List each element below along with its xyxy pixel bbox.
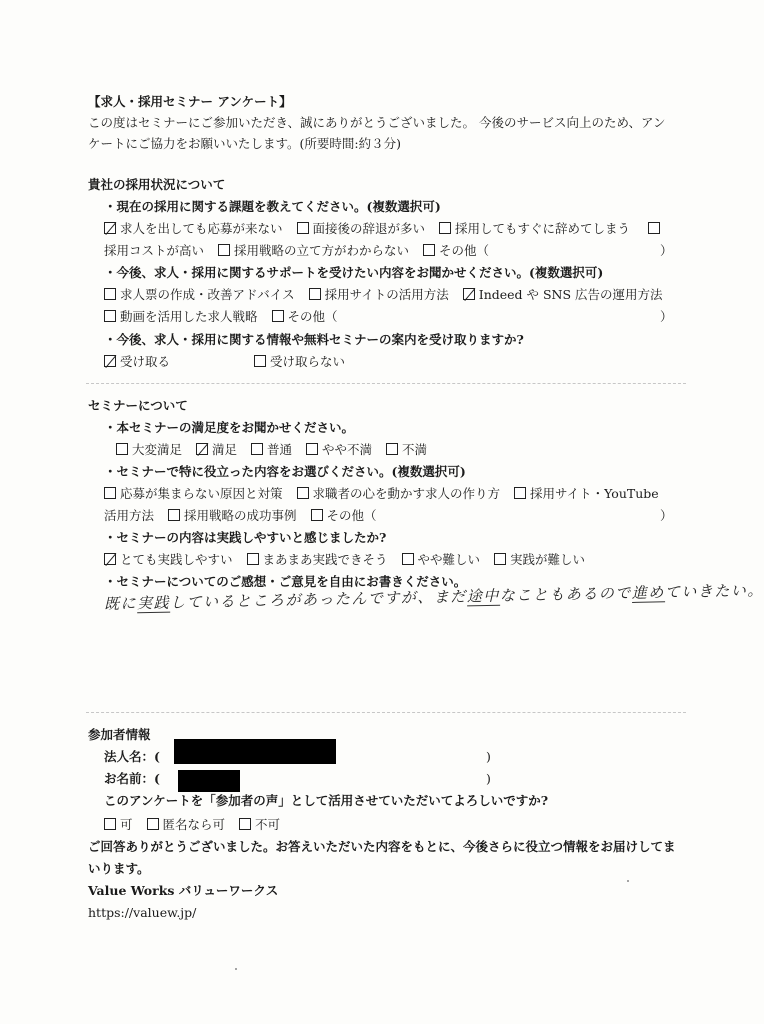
seminar-q3-text: ・セミナーの内容は実践しやすいと感じましたか? [104,530,387,545]
checkbox-icon[interactable] [423,244,435,256]
company-q2-options-row2 [104,308,348,326]
option-label: 採用してもすぐに辞めてしまう [455,221,631,236]
checkbox-icon[interactable] [239,818,251,830]
other-close-paren: ） [660,508,673,523]
option-label: 求職者の心を動かす求人の作り方 [312,486,501,501]
checkbox-icon[interactable] [168,509,180,521]
checkbox-icon[interactable] [104,487,116,499]
section-divider [86,712,686,713]
consent-question: このアンケートを「参加者の声」として活用させていただいてよろしいですか? [104,793,549,808]
checkbox-icon[interactable] [311,509,323,521]
seminar-q1-options [116,441,437,459]
handwritten-part: なこともあるので [499,583,633,605]
person-name-label: お名前：( [104,771,160,786]
redacted-person-name [178,770,240,792]
company-url[interactable]: https://valuew.jp/ [88,905,197,920]
option-label: 採用戦略の成功事例 [184,508,297,523]
option-satisfied[interactable] [196,441,237,459]
handwritten-underlined: 進め [631,583,666,602]
company-q2-options-row1 [104,286,673,304]
checkbox-icon[interactable] [306,443,318,455]
intro-line-2: ケートにご協力をお願いいたします。(所要時間:約３分) [88,136,401,151]
company-q3-options [104,353,355,371]
checkbox-icon[interactable] [402,553,414,565]
option-indeed-sns[interactable] [463,286,663,304]
survey-title: 【求人・採用セミナー アンケート】 [88,94,292,109]
option-quick-quit[interactable] [439,220,630,238]
company-q2-text: ・今後、求人・採用に関するサポートを受けたい内容をお聞かせください。(複数選択可) [104,265,604,280]
option-somewhat-dissatisfied[interactable] [306,441,372,459]
thanks-line-1: ご回答ありがとうございました。お答えいただいた内容をもとに、今後さらに役立つ情報をお届けしてま [88,839,676,854]
company-q1-options-row1 [104,220,664,238]
checkbox-icon[interactable] [309,288,321,300]
handwritten-part: 既に [103,594,138,613]
redacted-company-name [174,739,336,764]
handwritten-underlined: 途中 [466,586,501,606]
option-job-ad-advice[interactable] [104,286,295,304]
option-allowed[interactable] [104,816,133,834]
seminar-q3-options [104,551,595,569]
option-withdrawals[interactable] [297,220,426,238]
option-strategy[interactable] [218,242,409,260]
scan-speck [627,880,629,882]
option-label: 求人票の作成・改善アドバイス [120,287,295,302]
checkbox-icon[interactable] [218,244,230,256]
option-no-applicants[interactable] [104,220,283,238]
section-divider [86,383,686,384]
checkbox-icon[interactable] [147,818,159,830]
option-label: とても実践しやすい [120,552,233,567]
option-moving-job-ads[interactable] [297,485,501,503]
option-not-allowed[interactable] [239,816,280,834]
checkbox-icon[interactable] [251,443,263,455]
option-label: 求人を出しても応募が来ない [120,221,283,236]
consent-options [104,816,290,834]
other-close-paren: ） [660,243,673,258]
option-label: 可 [120,817,133,832]
option-recruit-site-youtube[interactable] [514,485,659,503]
checkbox-icon[interactable] [104,288,116,300]
option-other[interactable] [272,308,338,326]
company-q1-text: ・現在の採用に関する課題を教えてください。(複数選択可) [104,199,441,214]
option-very-satisfied[interactable] [116,441,182,459]
option-label: その他（ [287,309,338,324]
option-dissatisfied[interactable] [386,441,427,459]
company-q1-options-row2 [104,242,664,260]
checkbox-icon[interactable] [104,818,116,830]
option-neutral[interactable] [251,441,292,459]
option-label: やや難しい [417,552,481,567]
checkbox-icon[interactable] [439,222,451,234]
option-label: 不満 [402,442,428,457]
checkbox-icon[interactable] [116,443,128,455]
option-label: 採用戦略の立て方がわからない [234,243,410,258]
option-label: 動画を活用した求人戦略 [120,309,258,324]
option-not-receive[interactable] [254,353,345,371]
option-label: 普通 [267,442,293,457]
option-receive[interactable] [104,353,170,371]
checkbox-icon[interactable] [297,487,309,499]
checkbox-icon[interactable] [648,222,660,234]
other-close-paren: ） [660,309,673,324]
option-other[interactable] [311,507,377,525]
option-label: 大変満足 [132,442,183,457]
checkbox-icon[interactable] [514,487,526,499]
option-anonymous-allowed[interactable] [147,816,226,834]
checkbox-icon[interactable] [386,443,398,455]
option-high-cost[interactable] [104,242,204,260]
seminar-q1-text: ・本セミナーの満足度をお聞かせください。 [104,420,355,435]
intro-line-1: この度はセミナーにご参加いただき、誠にありがとうございました。 今後のサービス向上のため、アン [88,115,666,130]
checkbox-checked-icon[interactable] [104,222,116,234]
handwritten-part: ていきたい。 [664,581,764,602]
option-label: やや不満 [322,442,373,457]
checkbox-checked-icon[interactable] [104,553,116,565]
seminar-q2-text: ・セミナーで特に役立った内容をお選びください。(複数選択可) [104,464,466,479]
seminar-q4-text: ・セミナーについてのご感想・ご意見を自由にお書きください。 [104,574,467,589]
option-label: 受け取る [120,354,171,369]
checkbox-icon[interactable] [272,310,284,322]
handwritten-underlined: 実践 [136,593,171,613]
thanks-line-2: いります。 [88,861,150,876]
option-fairly-practical[interactable] [247,551,388,569]
checkbox-icon[interactable] [104,310,116,322]
option-very-practical[interactable] [104,551,233,569]
checkbox-icon[interactable] [254,355,266,367]
checkbox-checked-icon[interactable] [196,443,208,455]
checkbox-icon[interactable] [247,553,259,565]
option-label: 応募が集まらない原因と対策 [120,486,283,501]
checkbox-icon[interactable] [494,553,506,565]
handwritten-part: しているところがあったんですが、まだ [169,587,468,612]
company-name-label: 法人名：( [104,749,160,764]
option-label: 実践が難しい [510,552,586,567]
company-name-close: ) [486,749,491,764]
option-other[interactable] [423,242,489,260]
option-label: Indeed や SNS 広告の運用方法 [478,287,663,302]
option-label: その他（ [326,508,377,523]
participant-section-heading: 参加者情報 [88,727,151,742]
option-recruit-site[interactable] [309,286,449,304]
seminar-q2-options-row1 [104,485,669,503]
company-q3-text: ・今後、求人・採用に関する情報や無料セミナーの案内を受け取りますか? [104,332,524,347]
option-label: その他（ [439,243,490,258]
option-label: 面接後の辞退が多い [312,221,426,236]
company-section-heading: 貴社の採用状況について [88,177,226,192]
option-label: 採用コストが高い [104,243,205,258]
scan-speck [235,968,237,970]
option-difficult[interactable] [494,551,585,569]
checkbox-icon[interactable] [297,222,309,234]
option-label-continued: 活用方法 [104,508,155,523]
option-label: 採用サイト・YouTube [530,486,659,501]
option-label: 不可 [255,817,281,832]
seminar-section-heading: セミナーについて [88,398,188,413]
option-causes-countermeasures[interactable] [104,485,283,503]
option-label: 匿名なら可 [162,817,226,832]
option-success-cases[interactable] [168,507,297,525]
option-video-strategy[interactable] [104,308,258,326]
seminar-q2-options-row2 [104,507,387,525]
option-label: 採用サイトの活用方法 [324,287,449,302]
option-label: 受け取らない [270,354,346,369]
person-name-close: ) [486,771,491,786]
checkbox-checked-icon[interactable] [104,355,116,367]
option-label: まあまあ実践できそう [262,552,388,567]
company-signature: Value Works バリューワークス [88,883,279,898]
option-label: 満足 [212,442,238,457]
checkbox-checked-icon[interactable] [463,288,475,300]
option-somewhat-difficult[interactable] [402,551,481,569]
